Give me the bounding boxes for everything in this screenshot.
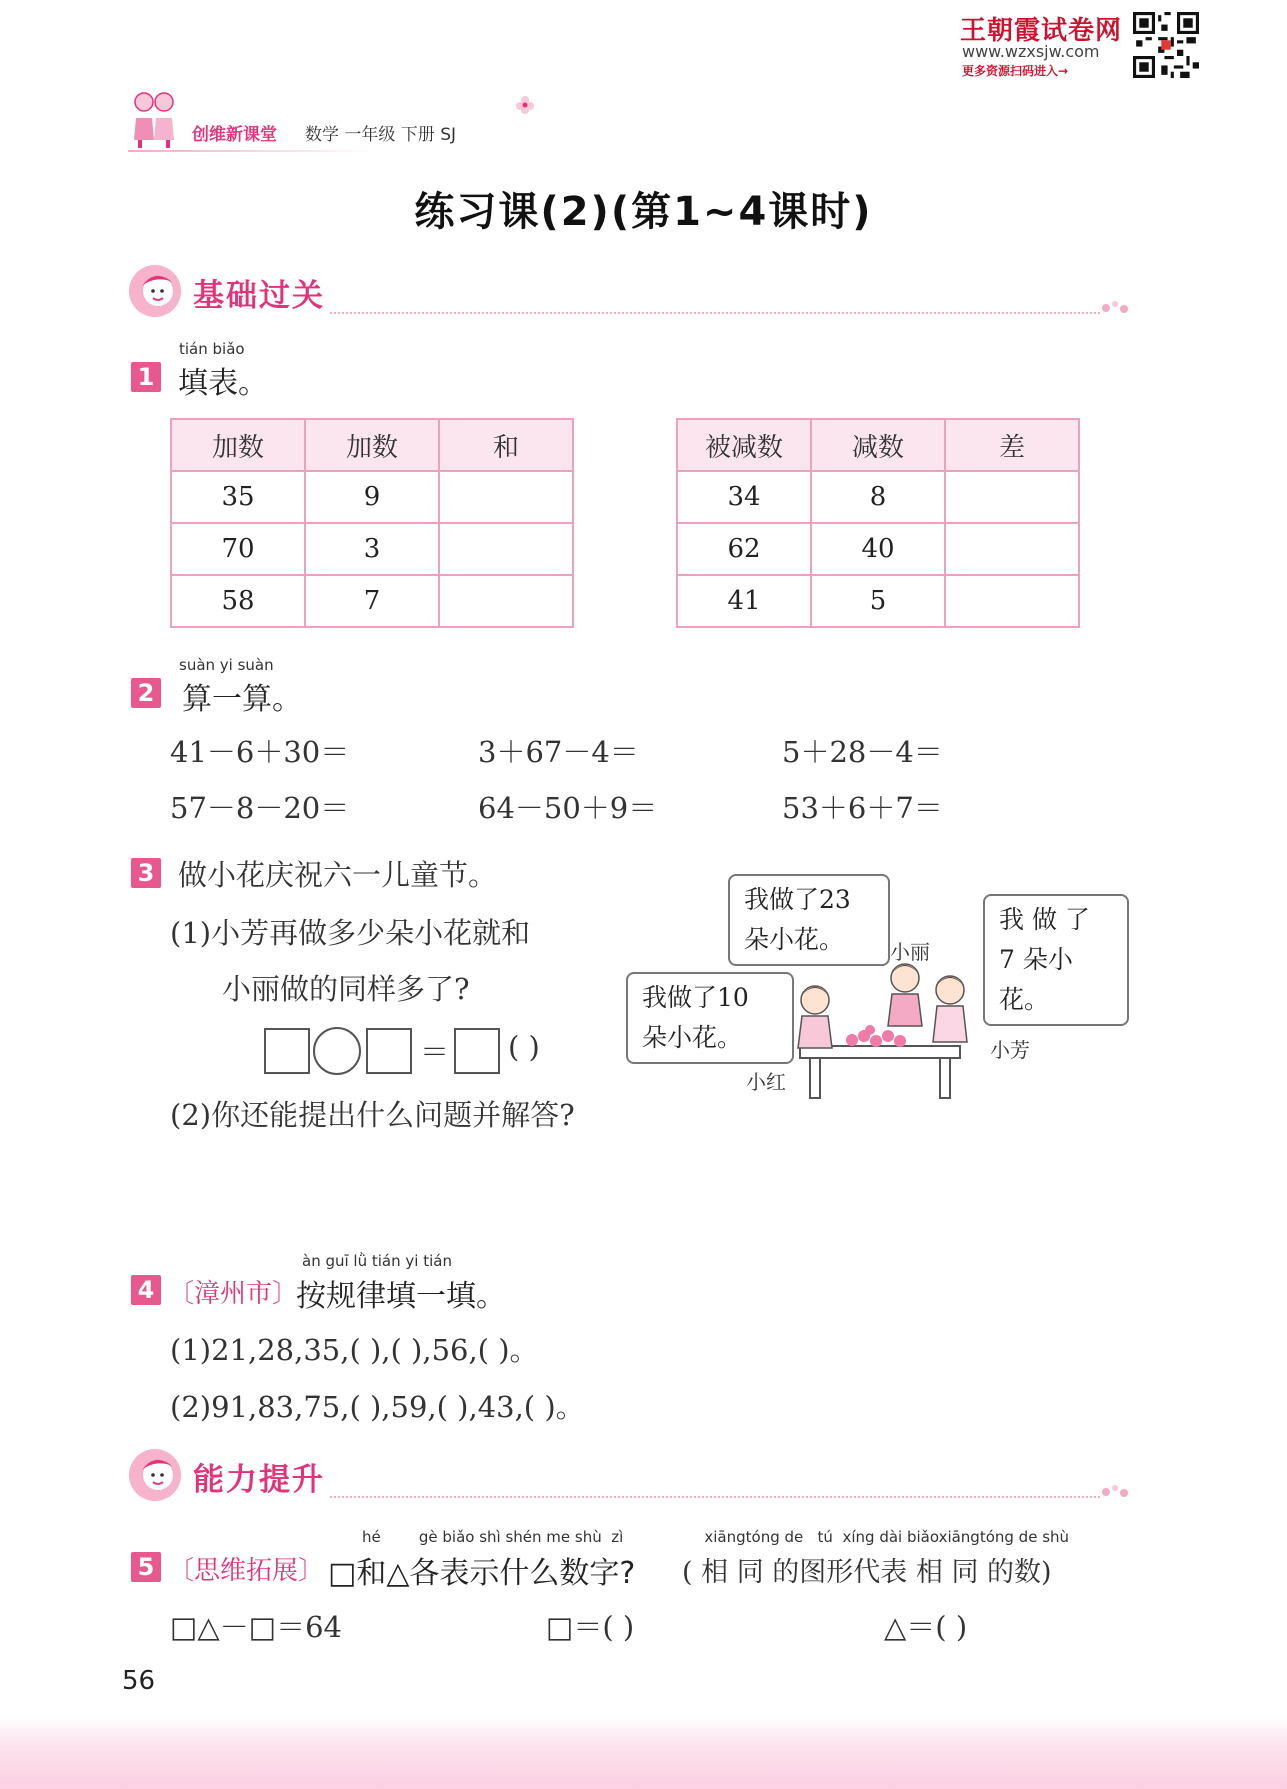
page-number: 56 [122,1666,156,1696]
q3-title: 做小花庆祝六一儿童节。 [178,858,498,892]
q3-part1-line2: 小丽做的同样多了? [222,972,470,1006]
expression: 5＋28－4＝ [782,735,943,769]
watermark-url: www.wzxsjw.com [962,42,1100,61]
answer-box[interactable] [366,1028,412,1074]
table-cell: 5 [811,575,945,627]
q4-line2: (2)91,83,75,( ),59,( ),43,( )。 [170,1390,585,1424]
q4-number: 4 [131,1275,161,1305]
table-cell: 40 [811,523,945,575]
answer-cell[interactable] [945,523,1079,575]
q4-title: 按规律填一填。 [296,1279,506,1314]
dots-decoration-icon [1100,1480,1130,1500]
q3-part2: (2)你还能提出什么问题并解答? [170,1098,575,1132]
q4-tag: 〔漳州市〕 [168,1279,299,1309]
q5-title: □和△各表示什么数字? [328,1556,636,1591]
watermark-tip: 更多资源扫码进入→ [962,64,1069,78]
expression: 64－50＋9＝ [478,791,658,825]
page-title: 练习课(2)(第1~4课时) [414,189,873,235]
addition-table [170,418,574,628]
table-cell: 3 [305,523,439,575]
expression: 53＋6＋7＝ [782,791,943,825]
q5-answer-triangle: △＝( ) [884,1610,968,1644]
brand-name: 创维新课堂 [192,125,277,145]
section-title-basic: 基础过关 [193,278,325,314]
table-cell: 7 [305,575,439,627]
q2-number: 2 [131,678,161,708]
q4-pinyin: àn guī lǜ tián yi tián [302,1252,452,1270]
q5-tag: 〔思维拓展〕 [168,1556,325,1586]
footer-band [0,1716,1287,1789]
children-making-flowers-illustration [760,950,990,1100]
dots-decoration-icon [1100,296,1130,316]
girl-avatar-icon [128,1448,182,1502]
section-divider-advanced [330,1496,1100,1498]
table-header: 被减数 [677,419,811,471]
table-cell: 35 [171,471,305,523]
table-header: 减数 [811,419,945,471]
table-cell: 34 [677,471,811,523]
table-header: 和 [439,419,573,471]
expression: 57－8－20＝ [170,791,350,825]
q4-line1: (1)21,28,35,( ),( ),56,( )。 [170,1333,539,1367]
watermark-title: 王朝霞试卷网 [960,16,1123,46]
expression: 3＋67－4＝ [478,735,639,769]
speech-bubble-xiaohong: 我做了10 朵小花。 [626,972,794,1064]
unit-blank: ( ) [508,1030,540,1064]
table-cell: 70 [171,523,305,575]
table-header: 差 [945,419,1079,471]
operator-circle[interactable] [313,1027,361,1075]
answer-cell[interactable] [945,471,1079,523]
table-header: 加数 [171,419,305,471]
table-cell: 8 [811,471,945,523]
table-cell: 58 [171,575,305,627]
subtraction-table [676,418,1080,628]
q1-pinyin: tián biǎo [179,340,245,358]
flower-decoration-icon [514,94,536,116]
name-xiaoli: 小丽 [890,940,930,964]
answer-cell[interactable] [945,575,1079,627]
answer-cell[interactable] [439,471,573,523]
kids-logo-icon [126,88,184,150]
qr-code-icon [1133,12,1199,78]
girl-avatar-icon [128,264,182,318]
q3-part1-line1: (1)小芳再做多少朵小花就和 [170,916,531,950]
name-xiaofang: 小芳 [990,1038,1030,1062]
section-title-advanced: 能力提升 [193,1462,325,1498]
speech-bubble-xiaoli: 我做了23 朵小花。 [728,874,890,966]
answer-box[interactable] [454,1028,500,1074]
section-divider-basic [330,312,1100,314]
expression: 41－6＋30＝ [170,735,350,769]
table-cell: 9 [305,471,439,523]
subject-label: 数学 一年级 下册 SJ [305,125,457,145]
q5-pinyin: hé gè biǎo shì shén me shù zì xiāngtóng de tú xíng dài biǎoxiāngtóng de shù [362,1528,1070,1546]
equals-sign: ＝ [420,1035,450,1069]
table-cell: 41 [677,575,811,627]
q2-pinyin: suàn yi suàn [179,656,274,674]
table-header: 加数 [305,419,439,471]
answer-cell[interactable] [439,575,573,627]
q2-title: 算一算。 [182,682,302,717]
header-divider [128,150,378,152]
speech-bubble-xiaofang: 我 做 了 7 朵小花。 [983,894,1129,1026]
q1-number: 1 [131,362,161,392]
q5-hint: ( 相 同 的图形代表 相 同 的数) [682,1557,1052,1588]
name-xiaohong: 小红 [746,1070,786,1094]
q1-title: 填表。 [178,366,268,401]
q5-number: 5 [131,1552,161,1582]
q3-number: 3 [131,858,161,888]
q5-answer-square: □＝( ) [546,1610,635,1644]
answer-cell[interactable] [439,523,573,575]
table-cell: 62 [677,523,811,575]
answer-box[interactable] [264,1028,310,1074]
q5-expression: □△－□＝64 [170,1610,343,1644]
